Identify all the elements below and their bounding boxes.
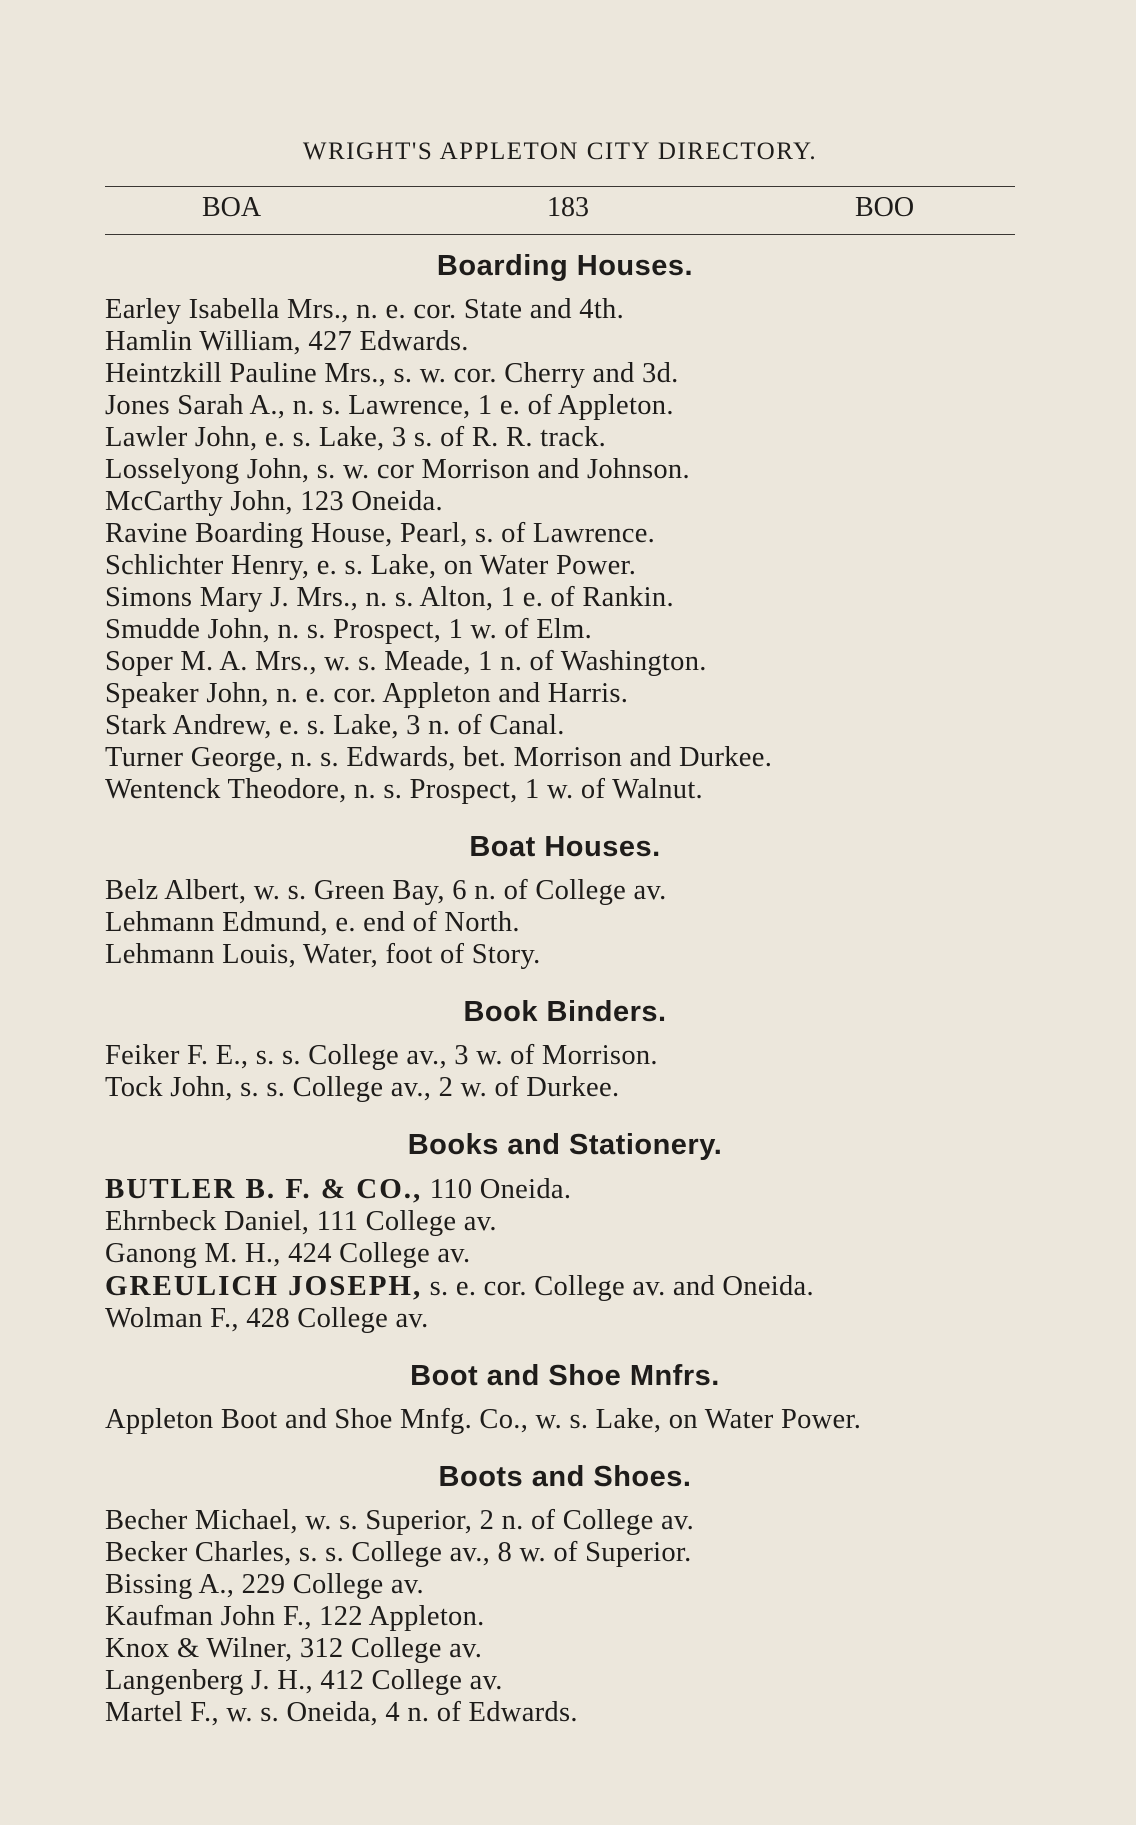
entry-text: Ganong M. H., 424 College av. [105,1238,471,1269]
advertiser-name: BUTLER B. F. & CO., [105,1173,423,1205]
header-rule-top [105,186,1015,187]
entry-text: Appleton Boot and Shoe Mnfg. Co., w. s. Lake, on Water Power. [105,1404,862,1435]
section-heading: Boat Houses. [469,831,661,863]
entry-text: Tock John, s. s. College av., 2 w. of Durkee. [105,1072,620,1103]
directory-entry [105,1537,1025,1569]
entry-text: Speaker John, n. e. cor. Appleton and Harris. [105,678,629,709]
section-gap [105,971,1025,996]
directory-entry [105,875,1025,907]
directory-entry [105,1505,1025,1537]
entry-text: Heintzkill Pauline Mrs., s. w. cor. Cherry and 3d. [105,358,679,389]
entry-text: Ehrnbeck Daniel, 111 College av. [105,1206,497,1237]
entry-text: Ravine Boarding House, Pearl, s. of Lawrence. [105,518,656,549]
entry-text: Martel F., w. s. Oneida, 4 n. of Edwards. [105,1697,578,1728]
entry-text: McCarthy John, 123 Oneida. [105,486,443,517]
section-gap [105,1104,1025,1129]
directory-entry [105,774,1025,806]
directory-entry [105,678,1025,710]
directory-entry [105,294,1025,326]
section [105,250,1025,806]
section-gap [105,806,1025,831]
section-gap [105,1335,1025,1360]
directory-entry [105,1665,1025,1697]
directory-entry [105,358,1025,390]
directory-entry [105,1404,1025,1436]
directory-entry [105,550,1025,582]
guide-word-left: BOA [202,192,262,223]
section [105,996,1025,1104]
directory-entry [105,1697,1025,1729]
section-heading: Boarding Houses. [436,250,694,282]
entry-text: Stark Andrew, e. s. Lake, 3 n. of Canal. [105,710,565,741]
section [105,1129,1025,1335]
directory-entry [105,1303,1025,1335]
section-heading: Book Binders. [463,996,667,1028]
entry-text: Jones Sarah A., n. s. Lawrence, 1 e. of Appleton. [105,390,674,421]
entry-text: Becher Michael, w. s. Superior, 2 n. of College av. [105,1505,695,1536]
directory-entry [105,646,1025,678]
entry-text: s. e. cor. College av. and Oneida. [422,1271,814,1302]
directory-entry [105,1633,1025,1665]
entry-text: Knox & Wilner, 312 College av. [105,1633,483,1664]
entry-text: Soper M. A. Mrs., w. s. Meade, 1 n. of Washington. [105,646,707,677]
directory-entry [105,614,1025,646]
directory-listings [105,250,1025,1729]
directory-entry [105,454,1025,486]
entry-text: Belz Albert, w. s. Green Bay, 6 n. of College av. [105,875,667,906]
directory-entry [105,907,1025,939]
section-heading: Books and Stationery. [407,1129,723,1161]
directory-entry [105,1206,1025,1238]
section [105,831,1025,971]
directory-entry [105,326,1025,358]
entry-text: Turner George, n. s. Edwards, bet. Morrison and Durkee. [105,742,773,773]
section [105,1360,1025,1436]
entry-text: Smudde John, n. s. Prospect, 1 w. of Elm. [105,614,593,645]
directory-entry [105,939,1025,971]
entry-text: Becker Charles, s. s. College av., 8 w. of Superior. [105,1537,692,1568]
advertiser-name: GREULICH JOSEPH, [105,1270,423,1302]
directory-entry [105,582,1025,614]
directory-entry [105,710,1025,742]
entry-text: Bissing A., 229 College av. [105,1569,424,1600]
directory-entry [105,1270,1025,1303]
directory-entry [105,1173,1025,1206]
entry-text: Lehmann Louis, Water, foot of Story. [105,939,541,970]
entry-text: Lawler John, e. s. Lake, 3 s. of R. R. track. [105,422,607,453]
directory-entry [105,486,1025,518]
section-heading: Boot and Shoe Mnfrs. [410,1360,720,1392]
entry-text: Feiker F. E., s. s. College av., 3 w. of Morrison. [105,1040,658,1071]
directory-entry [105,1569,1025,1601]
directory-entry [105,1040,1025,1072]
directory-entry [105,1601,1025,1633]
entry-text: Simons Mary J. Mrs., n. s. Alton, 1 e. of Rankin. [105,582,674,613]
entry-text: Langenberg J. H., 412 College av. [105,1665,503,1696]
guide-word-right: BOO [855,192,915,223]
page-number: 183 [547,192,589,223]
entry-text: Kaufman John F., 122 Appleton. [105,1601,485,1632]
section-heading: Boots and Shoes. [438,1461,692,1493]
running-title: WRIGHT'S APPLETON CITY DIRECTORY. [302,138,818,165]
header-rule-bottom [105,234,1015,235]
directory-entry [105,742,1025,774]
section-gap [105,1436,1025,1461]
section [105,1461,1025,1729]
directory-entry [105,390,1025,422]
entry-text: Wentenck Theodore, n. s. Prospect, 1 w. of Walnut. [105,774,703,805]
entry-text: Schlichter Henry, e. s. Lake, on Water Power. [105,550,637,581]
directory-entry [105,1072,1025,1104]
entry-text: Earley Isabella Mrs., n. e. cor. State and 4th. [105,294,625,325]
entry-text: Hamlin William, 427 Edwards. [105,326,469,357]
directory-entry [105,518,1025,550]
entry-text: Losselyong John, s. w. cor Morrison and Johnson. [105,454,690,485]
entry-text: 110 Oneida. [422,1174,572,1205]
entry-text: Lehmann Edmund, e. end of North. [105,907,520,938]
directory-entry [105,1238,1025,1270]
directory-entry [105,422,1025,454]
entry-text: Wolman F., 428 College av. [105,1303,429,1334]
